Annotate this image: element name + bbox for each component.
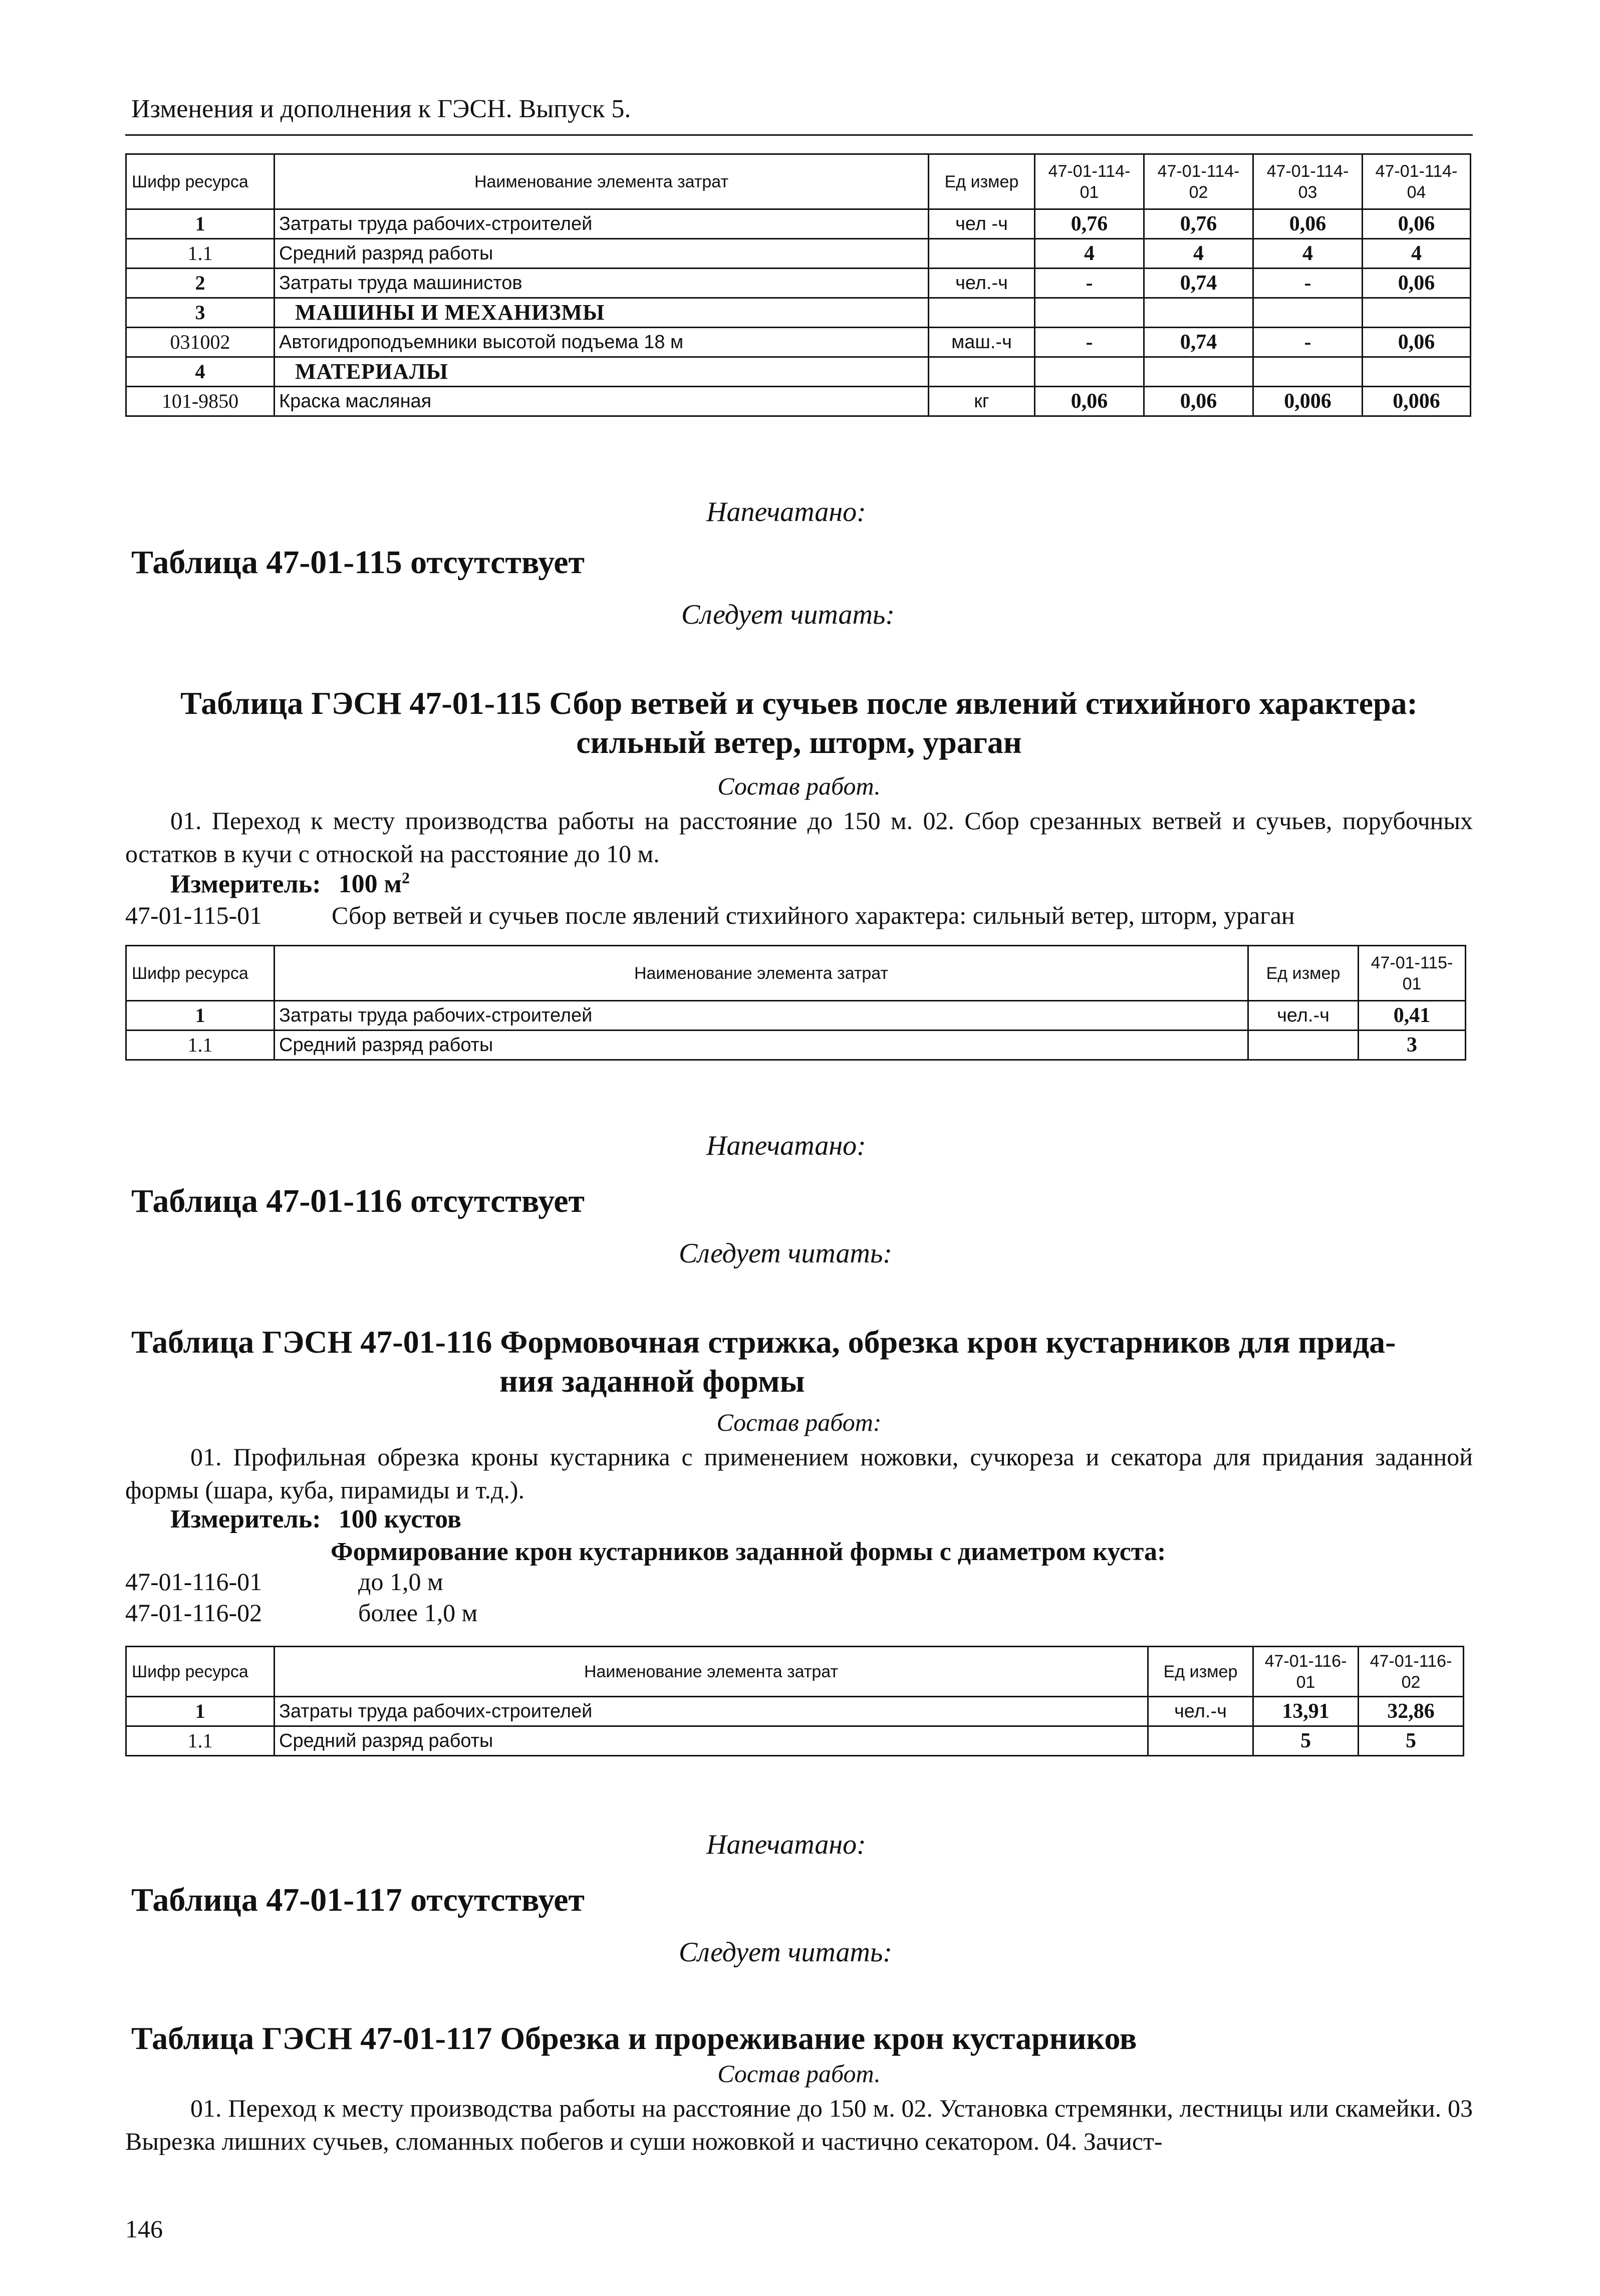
row-code: 1.1 xyxy=(126,1031,275,1060)
row-code: 031002 xyxy=(126,328,275,357)
row-value: 0,06 xyxy=(1363,269,1471,298)
row-value: 0,06 xyxy=(1035,387,1144,416)
table-title-line: Таблица ГЭСН 47-01-115 Сбор ветвей и сучьев после явлений стихийного характера: xyxy=(180,685,1418,721)
table-title-line: сильный ветер, шторм, ураган xyxy=(576,724,1022,760)
table-title-line: ния заданной формы xyxy=(499,1363,805,1399)
table-row xyxy=(126,209,1471,239)
work-composition-text: 01. Переход к месту производства работы на расстояние до 150 м. 02. Сбор срезанных ветвей и сучьев, порубочных остатков в кучи с отноской на расстояние до 10 м. xyxy=(125,807,1473,868)
header-col: 47-01-116-02 xyxy=(1359,1647,1464,1697)
row-name: Средний разряд работы xyxy=(275,1031,1248,1060)
row-code: 3 xyxy=(126,298,275,328)
measure-value: 100 м xyxy=(338,870,402,899)
header-col: 47-01-114-01 xyxy=(1035,154,1144,209)
header-col: 47-01-115-01 xyxy=(1359,946,1466,1001)
header-unit: Ед измер xyxy=(929,154,1035,209)
table-row xyxy=(126,328,1471,357)
measure-sup: 2 xyxy=(402,869,410,887)
row-code: 101-9850 xyxy=(126,387,275,416)
row-value: 0,006 xyxy=(1363,387,1471,416)
measure-label: Измеритель: xyxy=(170,870,321,899)
row-value: - xyxy=(1253,269,1363,298)
item-text: более 1,0 м xyxy=(358,1599,478,1627)
header-code: Шифр ресурса xyxy=(126,1647,275,1697)
header-col: 47-01-114-03 xyxy=(1253,154,1363,209)
row-value: - xyxy=(1035,269,1144,298)
should-read-label: Следует читать: xyxy=(679,1238,893,1269)
row-value: 0,06 xyxy=(1363,209,1471,239)
header-name: Наименование элемента затрат xyxy=(275,946,1248,1001)
row-value: 4 xyxy=(1253,239,1363,269)
row-code: 1.1 xyxy=(126,1726,275,1756)
header-col: 47-01-114-02 xyxy=(1144,154,1253,209)
row-unit xyxy=(929,239,1035,269)
page-number: 146 xyxy=(125,2215,163,2243)
row-unit: чел -ч xyxy=(929,209,1035,239)
row-code: 2 xyxy=(126,269,275,298)
section-title: МАТЕРИАЛЫ xyxy=(275,357,929,387)
row-name: Затраты труда машинистов xyxy=(275,269,929,298)
row-value: 13,91 xyxy=(1253,1697,1359,1726)
row-name: Автогидроподъемники высотой подъема 18 м xyxy=(275,328,929,357)
row-value: 0,06 xyxy=(1363,328,1471,357)
header-rule xyxy=(125,134,1473,136)
should-read-label: Следует читать: xyxy=(679,1937,893,1968)
absent-heading: Таблица 47-01-116 отсутствует xyxy=(131,1183,585,1219)
row-code: 1 xyxy=(126,209,275,239)
row-value: 4 xyxy=(1363,239,1471,269)
row-value: 0,06 xyxy=(1144,387,1253,416)
table-row xyxy=(126,298,1471,328)
row-value: 0,74 xyxy=(1144,328,1253,357)
row-name: Затраты труда рабочих-строителей xyxy=(275,209,929,239)
table-header-row xyxy=(126,154,1471,209)
row-unit: чел.-ч xyxy=(1148,1697,1253,1726)
header-unit: Ед измер xyxy=(1248,946,1359,1001)
absent-heading: Таблица 47-01-117 отсутствует xyxy=(131,1882,585,1918)
measure-value: 100 кустов xyxy=(338,1505,461,1534)
work-composition-text: 01. Переход к месту производства работы на расстояние до 150 м. 02. Установка стремянки, лестницы или скамейки. 03 Вырезка лишних сучьев, сломанных побегов и суши ножовкой и частично секатором. 04. Зачист- xyxy=(125,2094,1473,2155)
row-value: 4 xyxy=(1035,239,1144,269)
table-title: Таблица ГЭСН 47-01-117 Обрезка и прореживание крон кустарников xyxy=(131,2020,1137,2056)
row-code: 1.1 xyxy=(126,239,275,269)
row-unit: чел.-ч xyxy=(1248,1001,1359,1031)
absent-heading: Таблица 47-01-115 отсутствует xyxy=(131,544,585,581)
table-row xyxy=(126,357,1471,387)
work-composition-label: Состав работ: xyxy=(716,1408,882,1436)
section-title: МАШИНЫ И МЕХАНИЗМЫ xyxy=(275,298,929,328)
measure-line xyxy=(170,869,410,899)
row-value: 0,41 xyxy=(1359,1001,1466,1031)
work-composition-label: Состав работ. xyxy=(717,772,881,800)
table-row xyxy=(126,269,1471,298)
table-47-01-115 xyxy=(125,945,1466,1061)
table-row xyxy=(126,239,1471,269)
row-value: 0,74 xyxy=(1144,269,1253,298)
row-name: Средний разряд работы xyxy=(275,239,929,269)
row-name: Средний разряд работы xyxy=(275,1726,1148,1756)
table-title xyxy=(131,1323,1479,1401)
row-value: 32,86 xyxy=(1359,1697,1464,1726)
table-row xyxy=(126,1697,1464,1726)
row-unit xyxy=(1248,1031,1359,1060)
table-47-01-116 xyxy=(125,1646,1464,1756)
measure-line xyxy=(170,1504,461,1534)
table-47-01-114 xyxy=(125,153,1471,417)
row-unit: чел.-ч xyxy=(929,269,1035,298)
header-code: Шифр ресурса xyxy=(126,154,275,209)
header-code: Шифр ресурса xyxy=(126,946,275,1001)
row-code: 1 xyxy=(126,1697,275,1726)
row-value: 0,006 xyxy=(1253,387,1363,416)
row-code: 1 xyxy=(126,1001,275,1031)
row-value: 3 xyxy=(1359,1031,1466,1060)
table-header-row xyxy=(126,946,1466,1001)
header-name: Наименование элемента затрат xyxy=(275,154,929,209)
row-value: 0,76 xyxy=(1035,209,1144,239)
measure-label: Измеритель: xyxy=(170,1505,321,1534)
printed-label: Напечатано: xyxy=(706,496,866,528)
printed-label: Напечатано: xyxy=(706,1130,866,1161)
row-name: Краска масляная xyxy=(275,387,929,416)
table-row xyxy=(126,1001,1466,1031)
item-code: 47-01-116-01 xyxy=(125,1568,262,1596)
row-value: - xyxy=(1253,328,1363,357)
table-title xyxy=(125,684,1473,762)
row-value: 5 xyxy=(1253,1726,1359,1756)
header-unit: Ед измер xyxy=(1148,1647,1253,1697)
item-text: Сбор ветвей и сучьев после явлений стихийного характера: сильный ветер, шторм, ураган xyxy=(332,901,1295,929)
header-name: Наименование элемента затрат xyxy=(275,1647,1148,1697)
work-composition-text: 01. Профильная обрезка кроны кустарника с применением ножовки, сучкореза и секатора для придания заданной формы (шара, куба, пирамиды и т.д.). xyxy=(125,1443,1473,1504)
row-value: 0,76 xyxy=(1144,209,1253,239)
should-read-label: Следует читать: xyxy=(681,599,895,630)
header-col: 47-01-116-01 xyxy=(1253,1647,1359,1697)
row-name: Затраты труда рабочих-строителей xyxy=(275,1697,1148,1726)
printed-label: Напечатано: xyxy=(706,1829,866,1860)
row-value: 0,06 xyxy=(1253,209,1363,239)
row-unit: кг xyxy=(929,387,1035,416)
row-value: 4 xyxy=(1144,239,1253,269)
table-row xyxy=(126,387,1471,416)
row-unit xyxy=(1148,1726,1253,1756)
row-code: 4 xyxy=(126,357,275,387)
work-composition-label: Состав работ. xyxy=(717,2060,881,2088)
group-title: Формирование крон кустарников заданной формы с диаметром куста: xyxy=(331,1538,1166,1566)
table-header-row xyxy=(126,1647,1464,1697)
row-name: Затраты труда рабочих-строителей xyxy=(275,1001,1248,1031)
item-code: 47-01-115-01 xyxy=(125,901,262,929)
table-row xyxy=(126,1726,1464,1756)
row-value: 5 xyxy=(1359,1726,1464,1756)
header-col: 47-01-114-04 xyxy=(1363,154,1471,209)
item-text: до 1,0 м xyxy=(358,1568,443,1596)
table-title-line: Таблица ГЭСН 47-01-116 Формовочная стрижка, обрезка крон кустарников для прида- xyxy=(131,1324,1396,1360)
row-unit: маш.-ч xyxy=(929,328,1035,357)
item-code: 47-01-116-02 xyxy=(125,1599,262,1627)
row-value: - xyxy=(1035,328,1144,357)
page-header: Изменения и дополнения к ГЭСН. Выпуск 5. xyxy=(131,95,631,123)
table-row xyxy=(126,1031,1466,1060)
